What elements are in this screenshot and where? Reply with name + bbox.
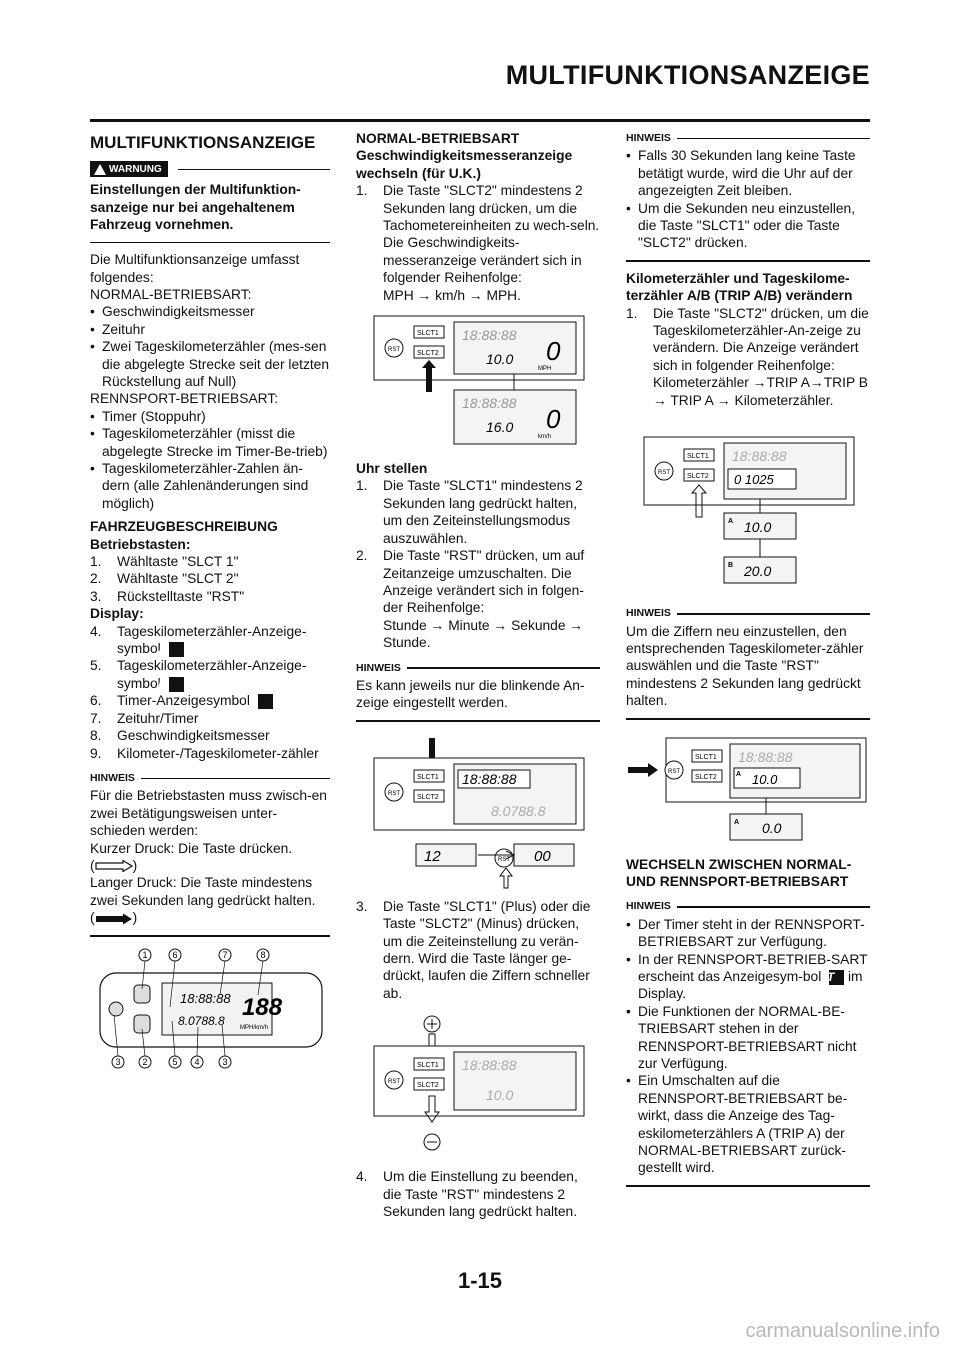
watermark: carmanualsonline.info [745,1320,940,1342]
svg-text:SLCT1: SLCT1 [417,330,439,338]
list-item: • Ein Umschalten auf die RENNSPORT-BETRIEBSART be-wirkt, dass die Anzeige des Tag-eskilometerzählers A (TRIP A) der NORMAL-BETRIEBSART zurück-gestellt wird. [626,1073,848,1176]
note-header: HINWEIS [626,605,870,622]
section-heading: NORMAL-BETRIEBSART [356,131,520,146]
column-right [626,130,870,1195]
list-item: • Timer (Stoppuhr) [90,408,206,424]
plus-minus-diagram [356,1010,600,1160]
vehicle-description-heading: FAHRZEUGBESCHREIBUNG [90,519,278,535]
list-item: 8. Geschwindigkeitsmesser [90,728,270,744]
svg-text:SLCT2: SLCT2 [417,350,439,358]
svg-text:10.0: 10.0 [486,1087,514,1104]
list-item: 2. Wähltaste "SLCT 2" [90,571,239,587]
display-heading: Display: [90,606,144,622]
intro-text: Die Multifunktionsanzeige umfasst folgendes: [90,252,300,285]
list-item: 3. Die Taste "SLCT1" (Plus) oder die Taste "SLCT2" (Minus) drücken, um die Zeiteinstellung zu verän-dern. Wird die Taste länger ge-drückt, laufen die Ziffern schneller ab. [356,898,591,1001]
clock-set-diagram [356,730,600,890]
timer-icon: T [829,970,844,985]
clock-heading: Uhr stellen [356,461,428,477]
switch-mode-heading: WECHSELN ZWISCHEN NORMAL- UND RENNSPORT-BETRIEBSART [626,856,852,889]
svg-text:SLCT1: SLCT1 [695,753,717,761]
svg-text:SLCT1: SLCT1 [417,1062,439,1070]
svg-text:SLCT1: SLCT1 [417,773,439,781]
svg-text:B: B [728,562,734,570]
svg-text:SLCT1: SLCT1 [687,453,709,461]
list-item: 9. Kilometer-/Tageskilometer-zähler [90,745,319,761]
column-left [90,130,330,1083]
svg-text:18:88:88: 18:88:88 [462,1057,517,1074]
svg-text:0 1025: 0 1025 [734,472,774,488]
page-number: 1-15 [457,1268,503,1293]
svg-text:RST: RST [388,790,400,797]
list-item: • Zwei Tageskilometerzähler (mes-sen die abgelegte Strecke seit der letzten Rückstellung auf Null) [90,339,330,389]
svg-text:SLCT2: SLCT2 [417,793,439,801]
svg-text:10.0: 10.0 [744,519,772,536]
section-heading: MULTIFUNKTIONSANZEIGE [90,133,316,152]
list-item: • In der RENNSPORT-BETRIEB-SART erscheint das Anzeigesym-bol T im Display. [626,951,868,1002]
warning-icon [94,164,106,175]
warning-text: Einstellungen der Multifunktion-sanzeige nur bei angehaltenem Fahrzeug vornehmen. [90,182,301,233]
list-item: 2. Die Taste "RST" drücken, um auf Zeitanzeige umzuschalten. Die Anzeige verändert sich in folgen-der Reihenfolge: [356,548,585,616]
list-item: • Tageskilometerzähler (misst die abgelegte Strecke im Timer-Be-trieb) [90,426,328,459]
svg-text:18:88:88: 18:88:88 [462,327,517,344]
list-item: 3. Rückstelltaste "RST" [90,588,245,604]
note-header: HINWEIS [90,770,330,787]
note-text: Langer Druck: Die Taste mindestens zwei Sekunden lang gedrückt halten. [90,875,316,908]
timer-icon: T [258,694,273,709]
svg-text:RST: RST [498,856,510,863]
list-item: • Zeituhr [90,321,145,337]
dashboard-diagram [90,945,330,1075]
warning-header [90,161,330,177]
svg-text:10.0: 10.0 [486,351,514,368]
svg-text:18:88:88: 18:88:88 [738,748,793,765]
note-text: Für die Betriebstasten muss zwisch-en zwei Betätigungsweisen unter-schieden werden: [90,788,327,839]
list-item: 4. Tageskilometerzähler-Anzeige-symbol A [90,623,307,657]
sequence-text: Stunde → Minute → Sekunde → Stunde. [383,617,584,651]
speed-unit-diagram [356,312,600,452]
callout-label: 5 [172,1056,178,1067]
list-item: • Falls 30 Sekunden lang keine Taste betätigt wurde, wird die Uhr auf der angezeigten Zeit bleiben. [626,148,856,199]
callout-label: 4 [194,1056,200,1067]
svg-text:km/h: km/h [538,434,552,441]
note-header: HINWEIS [356,660,600,677]
column-middle [356,130,600,1220]
svg-text:RST: RST [388,347,400,354]
short-press-symbol: ( ) [90,857,138,873]
trip-heading: Kilometerzähler und Tageskilome-terzähler A/B (TRIP A/B) verändern [626,270,853,304]
note-header: HINWEIS [626,898,870,915]
svg-text:SLCT2: SLCT2 [695,773,717,781]
callout-label: 3 [115,1056,121,1067]
trip-reset-diagram [626,728,870,848]
svg-text:MPH/km/h: MPH/km/h [240,1024,269,1031]
svg-text:20.0: 20.0 [744,563,772,580]
page-title: MULTIFUNKTIONSANZEIGE [505,60,870,90]
svg-text:18:88:88: 18:88:88 [180,990,231,1006]
svg-text:16.0: 16.0 [486,419,514,436]
trip-b-icon: B [169,677,184,692]
svg-text:RST: RST [668,768,680,775]
note-text: Es kann jeweils nur die blinkende An-zeige eingestellt werden. [356,677,585,711]
callout-label: 3 [222,1056,228,1067]
sequence-text: MPH → km/h → MPH. [383,287,521,303]
note-text: Kurzer Druck: Die Taste drücken. [90,840,293,856]
svg-text:0.0: 0.0 [762,819,782,836]
list-item: 1. Die Taste "SLCT1" mindestens 2 Sekunden lang gedrückt halten, um den Zeiteinstellungsmodus auszuwählen. [356,478,583,546]
svg-text:MPH: MPH [538,366,552,373]
svg-text:18:88:88: 18:88:88 [462,395,517,412]
list-item: • Um die Sekunden neu einzustellen, die Taste "SLCT1" oder die Taste "SLCT2" drücken. [626,200,856,251]
list-item: • Tageskilometerzähler-Zahlen än-dern (alle Zahlenänderungen sind möglich) [90,461,309,511]
trip-a-icon: A [169,642,184,657]
sequence-text: Kilometerzähler →TRIP A→TRIP B → TRIP A → Kilometerzähler. [653,375,868,408]
callout-label: 6 [172,949,178,960]
buttons-heading: Betriebstasten: [90,536,191,552]
normal-mode-label: NORMAL-BETRIEBSART: [90,286,252,302]
list-item: 4. Um die Einstellung zu beenden, die Taste "RST" mindestens 2 Sekunden lang gedrückt halten. [356,1169,578,1219]
svg-text:18:88:88: 18:88:88 [462,770,517,787]
svg-text:RST: RST [388,1079,400,1086]
filled-arrow-icon [95,913,133,925]
subsection-heading: Geschwindigkeitsmesseranzeige wechseln (für U.K.) [356,148,573,181]
outline-arrow-icon [95,860,133,872]
svg-text:SLCT2: SLCT2 [417,1082,439,1090]
race-mode-label: RENNSPORT-BETRIEBSART: [90,391,279,407]
svg-text:00: 00 [534,847,551,865]
svg-text:SLCT2: SLCT2 [687,473,709,481]
list-item: 5. Tageskilometerzähler-Anzeige-symbol B [90,658,307,691]
list-item: 1. Die Taste "SLCT2" mindestens 2 Sekunden lang drücken, um die Tachometereinheiten zu wech-seln. Die Geschwindigkeits-messeranzeige verändert sich in folgender Reihenfolge: [356,183,600,286]
svg-text:RST: RST [658,470,670,477]
list-item: 7. Zeituhr/Timer [90,710,199,726]
svg-text:8.0788.8: 8.0788.8 [178,1013,225,1028]
note-header: HINWEIS [626,130,870,147]
svg-text:0: 0 [546,336,561,367]
callout-label: 7 [222,949,228,960]
callout-label: 2 [142,1056,148,1067]
list-item: 6. Timer-Anzeigesymbol T [90,692,330,709]
long-press-symbol: ( ) [90,910,138,926]
list-item: • Der Timer steht in der RENNSPORT- BETRIEBSART zur Verfügung. [626,916,865,950]
svg-text:188: 188 [242,993,283,1021]
callout-label: 1 [142,949,148,960]
warning-badge: WARNUNG [90,161,168,177]
note-text: Um die Ziffern neu einzustellen, den entsprechenden Tageskilometer-zähler auswählen und die Taste "RST" mindestens 2 Sekunden lang gedrückt halten. [626,623,864,709]
list-item: 1. Die Taste "SLCT2" drücken, um die Tageskilometerzähler-An-zeige zu verändern. Die Anzeige verändert sich in folgender Reihenfolge: [626,305,869,373]
list-item: 1. Wähltaste "SLCT 1" [90,554,239,570]
list-item: • Die Funktionen der NORMAL-BE-TRIEBSART stehen in der RENNSPORT-BETRIEBSART nicht zur Verfügung. [626,1003,857,1071]
svg-text:0: 0 [546,404,561,435]
callout-label: 8 [260,949,266,960]
svg-text:12: 12 [424,847,441,865]
svg-text:18:88:88: 18:88:88 [732,448,787,465]
trip-select-diagram [626,417,870,597]
page-header [90,56,870,122]
svg-text:8.0788.8: 8.0788.8 [491,802,546,819]
svg-text:10.0: 10.0 [752,771,778,787]
svg-text:A: A [728,518,734,526]
svg-text:A: A [734,818,740,826]
svg-text:A: A [736,770,742,778]
list-item: • Geschwindigkeitsmesser [90,304,255,320]
